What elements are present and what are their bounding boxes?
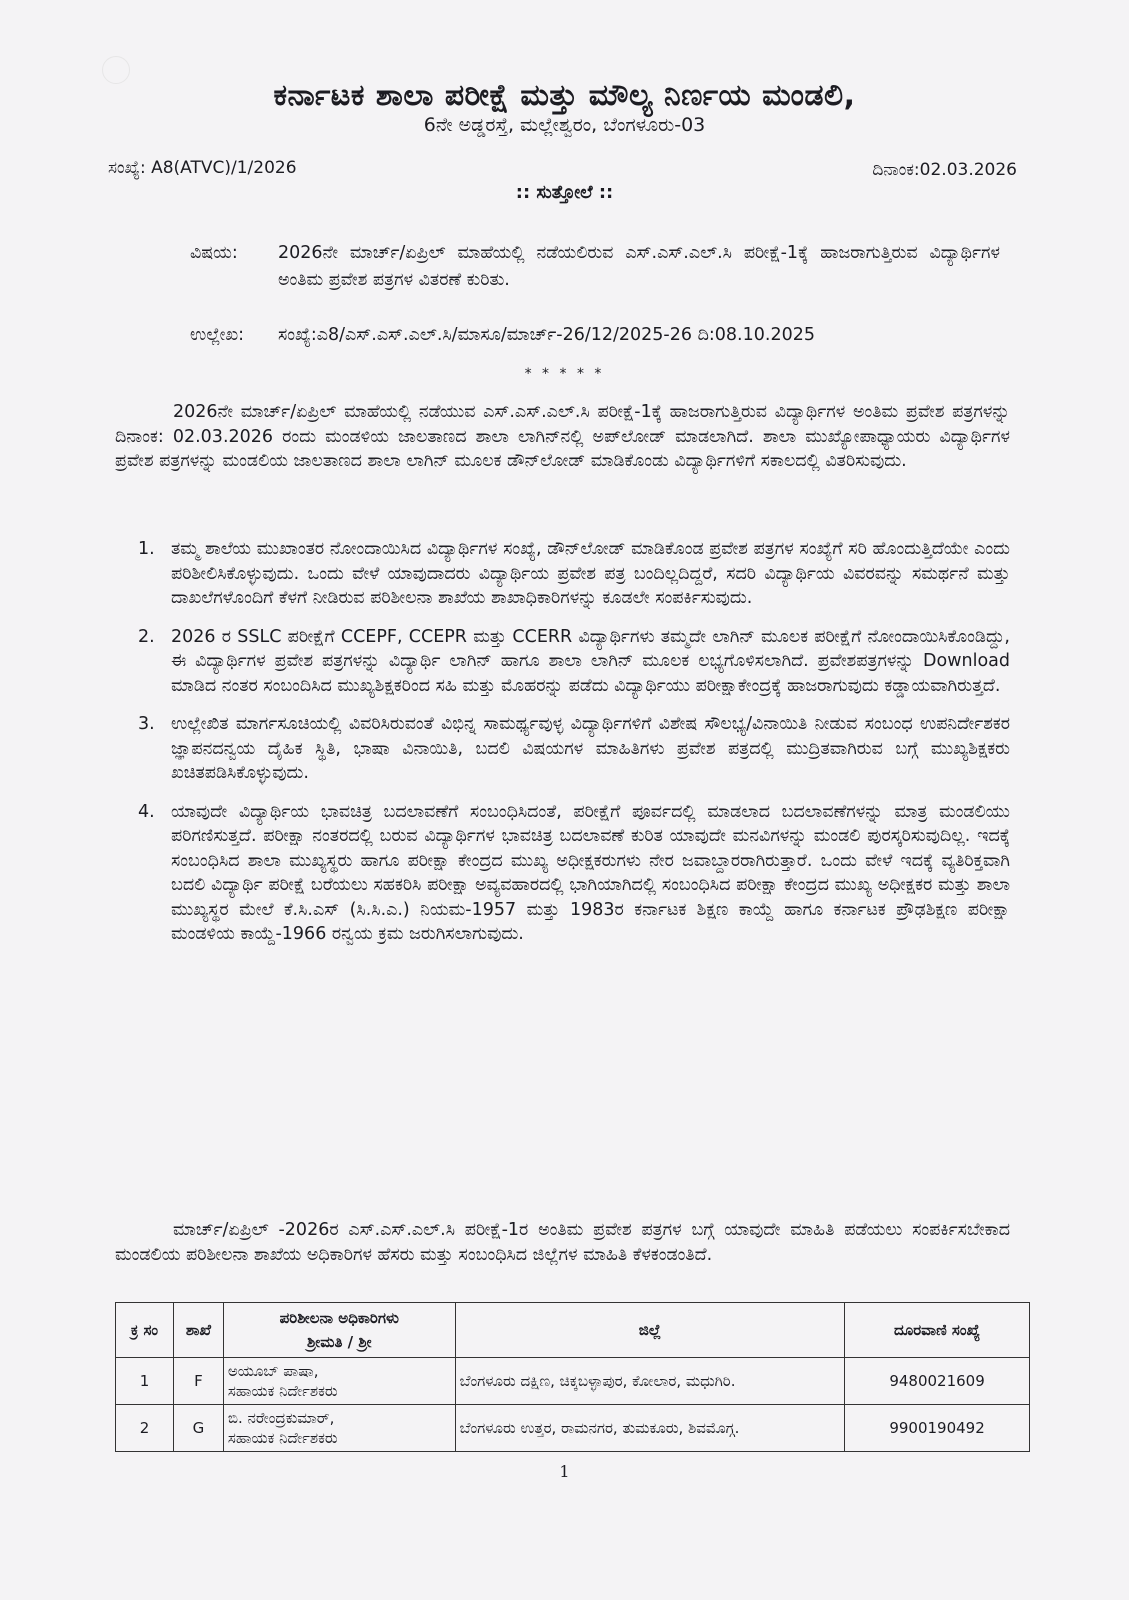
list-item-number: 4. bbox=[138, 801, 155, 822]
header-district: ಜಿಲ್ಲೆ bbox=[455, 1303, 844, 1358]
circular-title: :: ಸುತ್ತೋಲೆ :: bbox=[515, 182, 614, 203]
subject-text: 2026ನೇ ಮಾರ್ಚ್/ಏಪ್ರಿಲ್ ಮಾಹೆಯಲ್ಲಿ ನಡೆಯಲಿರುವ ಎಸ್.ಎಸ್.ಎಲ್.ಸಿ ಪರೀಕ್ಷೆ-1ಕ್ಕೆ ಹಾಜರಾಗುತ್ತಿರುವ ವಿದ್ಯಾರ್ಥಿಗಳ ಅಂತಿಮ ಪ್ರವೇಶ ಪತ್ರಗಳ ವಿತರಣೆ ಕುರಿತು. bbox=[278, 243, 1000, 290]
closing-paragraph: ಮಾರ್ಚ್/ಏಪ್ರಿಲ್ -2026ರ ಎಸ್.ಎಸ್.ಎಲ್.ಸಿ ಪರೀಕ್ಷೆ-1ರ ಅಂತಿಮ ಪ್ರವೇಶ ಪತ್ರಗಳ ಬಗ್ಗೆ ಯಾವುದೇ ಮಾಹಿತಿ ಪಡೆಯಲು ಸಂಪರ್ಕಿಸಬೇಕಾದ ಮಂಡಲಿಯ ಪರಿಶೀಲನಾ ಶಾಖೆಯ ಅಧಿಕಾರಿಗಳ ಹೆಸರು ಮತ್ತು ಸಂಬಂಧಿಸಿದ ಜಿಲ್ಲೆಗಳ ಮಾಹಿತಿ ಕೆಳಕಂಡಂತಿದೆ. bbox=[115, 1220, 1010, 1265]
list-item bbox=[138, 712, 1010, 786]
header-officers-label: ಪರಿಶೀಲನಾ ಅಧಿಕಾರಿಗಳು bbox=[279, 1309, 399, 1327]
subject-label: ವಿಷಯ: bbox=[190, 243, 238, 263]
cell-phone: 9480021609 bbox=[845, 1358, 1030, 1405]
organization-address: 6ನೇ ಅಡ್ಡರಸ್ತೆ, ಮಲ್ಲೇಶ್ವರಂ, ಬೆಂಗಳೂರು-03 bbox=[423, 114, 706, 136]
subject-block bbox=[190, 240, 1000, 294]
officers-table bbox=[115, 1302, 1030, 1452]
table-row bbox=[116, 1405, 1030, 1452]
cell-districts: ಬೆಂಗಳೂರು ದಕ್ಷಿಣ, ಚಿಕ್ಕಬಳ್ಳಾಪುರ, ಕೋಲಾರ, ಮಧುಗಿರಿ. bbox=[455, 1358, 844, 1405]
reference-text: ಸಂಖ್ಯೆ:ಎ8/ಎಸ್.ಎಸ್.ಎಲ್.ಸಿ/ಮಾಸೂ/ಮಾರ್ಚ್-26/12/2025-26 ದಿ:08.10.2025 bbox=[278, 325, 815, 345]
header-phone: ದೂರವಾಣಿ ಸಂಖ್ಯೆ bbox=[845, 1303, 1030, 1358]
document-date: ದಿನಾಂಕ:02.03.2026 bbox=[872, 160, 1017, 180]
list-item-number: 3. bbox=[138, 714, 155, 734]
cell-phone: 9900190492 bbox=[845, 1405, 1030, 1452]
cell-branch: F bbox=[173, 1358, 223, 1405]
list-item bbox=[138, 537, 1010, 611]
officer-designation: ಸಹಾಯಕ ನಿರ್ದೇಶಕರು bbox=[227, 1429, 338, 1447]
cell-branch: G bbox=[173, 1405, 223, 1452]
header-officers-sub: ಶ್ರೀಮತಿ / ಶ್ರೀ bbox=[307, 1333, 372, 1351]
page-number: 1 bbox=[559, 1462, 570, 1481]
list-item-text: ಯಾವುದೇ ವಿದ್ಯಾರ್ಥಿಯ ಭಾವಚಿತ್ರ ಬದಲಾವಣೆಗೆ ಸಂಬಂಧಿಸಿದಂತೆ, ಪರೀಕ್ಷೆಗೆ ಪೂರ್ವದಲ್ಲಿ ಮಾಡಲಾದ ಬದಲಾವಣೆಗಳನ್ನು ಮಾತ್ರ ಮಂಡಲಿಯು ಪರಿಗಣಿಸುತ್ತದೆ. ಪರೀಕ್ಷಾ ನಂತರದಲ್ಲಿ ಬರುವ ವಿದ್ಯಾರ್ಥಿಗಳ ಭಾವಚಿತ್ರ ಬದಲಾವಣೆ ಕುರಿತ ಯಾವುದೇ ಮನವಿಗಳನ್ನು ಮಂಡಲಿ ಪುರಸ್ಕರಿಸುವುದಿಲ್ಲ. ಇದಕ್ಕೆ ಸಂಬಂಧಿಸಿದ ಶಾಲಾ ಮುಖ್ಯಸ್ಥರು ಹಾಗೂ ಪರೀಕ್ಷಾ ಕೇಂದ್ರದ ಮುಖ್ಯ ಅಧೀಕ್ಷಕರುಗಳು ನೇರ ಜವಾಬ್ದಾರರಾಗಿರುತ್ತಾರೆ. ಒಂದು ವೇಳೆ ಇದಕ್ಕೆ ವ್ಯತಿರಿಕ್ತವಾಗಿ ಬದಲಿ ವಿದ್ಯಾರ್ಥಿ ಪರೀಕ್ಷೆ ಬರೆಯಲು ಸಹಕರಿಸಿ ಪರೀಕ್ಷಾ ಅವ್ಯವಹಾರದಲ್ಲಿ ಭಾಗಿಯಾಗಿದಲ್ಲಿ ಸಂಬಂಧಿಸಿದ ಪರೀಕ್ಷಾ ಕೇಂದ್ರದ ಮುಖ್ಯ ಅಧೀಕ್ಷಕರ ಮತ್ತು ಶಾಲಾ ಮುಖ್ಯಸ್ಥರ ಮೇಲೆ ಕೆ.ಸಿ.ಎಸ್ (ಸಿ.ಸಿ.ಎ.) ನಿಯಮ-1957 ಮತ್ತು 1983ರ ಕರ್ನಾಟಕ ಶಿಕ್ಷಣ ಕಾಯ್ದೆ ಹಾಗೂ ಕರ್ನಾಟಕ ಪ್ರೌಢಶಿಕ್ಷಣ ಪರೀಕ್ಷಾ ಮಂಡಳಿಯ ಕಾಯ್ದೆ-1966 ರನ್ವಯ ಕ್ರಮ ಜರುಗಿಸಲಾಗುವುದು. bbox=[171, 801, 1010, 944]
list-item-text: 2026 ರ SSLC ಪರೀಕ್ಷೆಗೆ CCEPF, CCEPR ಮತ್ತು CCERR ವಿದ್ಯಾರ್ಥಿಗಳು ತಮ್ಮದೇ ಲಾಗಿನ್ ಮೂಲಕ ಪರೀಕ್ಷೆಗೆ ನೋಂದಾಯಿಸಿಕೊಂಡಿದ್ದು, ಈ ವಿದ್ಯಾರ್ಥಿಗಳ ಪ್ರವೇಶ ಪತ್ರಗಳನ್ನು ವಿದ್ಯಾರ್ಥಿ ಲಾಗಿನ್ ಹಾಗೂ ಶಾಲಾ ಲಾಗಿನ್ ಮೂಲಕ ಲಭ್ಯಗೊಳಿಸಲಾಗಿದೆ. ಪ್ರವೇಶಪತ್ರಗಳನ್ನು Download ಮಾಡಿದ ನಂತರ ಸಂಬಂದಿಸಿದ ಮುಖ್ಯಶಿಕ್ಷಕರಿಂದ ಸಹಿ ಮತ್ತು ಮೊಹರನ್ನು ಪಡೆದು ವಿದ್ಯಾರ್ಥಿಯು ಪರೀಕ್ಷಾಕೇಂದ್ರಕ್ಕೆ ಹಾಜರಾಗುವುದು ಕಡ್ಡಾಯವಾಗಿರುತ್ತದೆ. bbox=[171, 626, 1010, 696]
reference-number: ಸಂಖ್ಯೆ: A8(ATVC)/1/2026 bbox=[108, 158, 297, 178]
intro-paragraph: 2026ನೇ ಮಾರ್ಚ್/ಏಪ್ರಿಲ್ ಮಾಹೆಯಲ್ಲಿ ನಡೆಯುವ ಎಸ್.ಎಸ್.ಎಲ್.ಸಿ ಪರೀಕ್ಷೆ-1ಕ್ಕೆ ಹಾಜರಾಗುತ್ತಿರುವ ವಿದ್ಯಾರ್ಥಿಗಳ ಅಂತಿಮ ಪ್ರವೇಶ ಪತ್ರಗಳನ್ನು ದಿನಾಂಕ: 02.03.2026 ರಂದು ಮಂಡಳಿಯ ಜಾಲತಾಣದ ಶಾಲಾ ಲಾಗಿನ್‌ನಲ್ಲಿ ಅಪ್‌ಲೋಡ್ ಮಾಡಲಾಗಿದೆ. ಶಾಲಾ ಮುಖ್ಯೋಪಾಧ್ಯಾಯರು ವಿದ್ಯಾರ್ಥಿಗಳ ಪ್ರವೇಶ ಪತ್ರಗಳನ್ನು ಮಂಡಲಿಯ ಜಾಲತಾಣದ ಶಾಲಾ ಲಾಗಿನ್ ಮೂಲಕ ಡೌನ್‌ಲೋಡ್ ಮಾಡಿಕೊಂಡು ವಿದ್ಯಾರ್ಥಿಗಳಿಗೆ ಸಕಾಲದಲ್ಲಿ ವಿತರಿಸುವುದು. bbox=[115, 402, 1010, 471]
reference-label: ಉಲ್ಲೇಖ: bbox=[190, 325, 245, 345]
cell-sl-no: 1 bbox=[116, 1358, 174, 1405]
list-item bbox=[138, 625, 1010, 699]
cell-officer bbox=[223, 1405, 455, 1452]
reference-block bbox=[190, 325, 1000, 345]
list-item-text: ತಮ್ಮ ಶಾಲೆಯ ಮುಖಾಂತರ ನೋಂದಾಯಿಸಿದ ವಿದ್ಯಾರ್ಥಿಗಳ ಸಂಖ್ಯೆ, ಡೌನ್‌ಲೋಡ್ ಮಾಡಿಕೊಂಡ ಪ್ರವೇಶ ಪತ್ರಗಳ ಸಂಖ್ಯೆಗೆ ಸರಿ ಹೊಂದುತ್ತಿದೆಯೇ ಎಂದು ಪರಿಶೀಲಿಸಿಕೊಳ್ಳುವುದು. ಒಂದು ವೇಳೆ ಯಾವುದಾದರು ವಿದ್ಯಾರ್ಥಿಯ ಪ್ರವೇಶ ಪತ್ರ ಬಂದಿಲ್ಲದಿದ್ದರೆ, ಸದರಿ ವಿದ್ಯಾರ್ಥಿಯ ವಿವರವನ್ನು ಸಮರ್ಥನೆ ಮತ್ತು ದಾಖಲೆಗಳೊಂದಿಗೆ ಕೆಳಗೆ ನೀಡಿರುವ ಪರಿಶೀಲನಾ ಶಾಖೆಯ ಶಾಖಾಧಿಕಾರಿಗಳನ್ನು ಕೂಡಲೇ ಸಂಪರ್ಕಿಸುವುದು. bbox=[171, 539, 1010, 608]
organization-title: ಕರ್ನಾಟಕ ಶಾಲಾ ಪರೀಕ್ಷೆ ಮತ್ತು ಮೌಲ್ಯ ನಿರ್ಣಯ ಮಂಡಲಿ, bbox=[273, 78, 856, 113]
list-item-text: ಉಲ್ಲೇಖಿತ ಮಾರ್ಗಸೂಚಿಯಲ್ಲಿ ವಿವರಿಸಿರುವಂತೆ ವಿಭಿನ್ನ ಸಾಮರ್ಥ್ಯವುಳ್ಳ ವಿದ್ಯಾರ್ಥಿಗಳಿಗೆ ವಿಶೇಷ ಸೌಲಭ್ಯ/ವಿನಾಯಿತಿ ನೀಡುವ ಸಂಬಂಧ ಉಪನಿರ್ದೇಶಕರ ಜ್ಞಾಪನದನ್ವಯ ದೈಹಿಕ ಸ್ಥಿತಿ, ಭಾಷಾ ವಿನಾಯಿತಿ, ಬದಲಿ ವಿಷಯಗಳ ಮಾಹಿತಿಗಳು ಪ್ರವೇಶ ಪತ್ರದಲ್ಲಿ ಮುದ್ರಿತವಾಗಿರುವ ಬಗ್ಗೆ ಮುಖ್ಯಶಿಕ್ಷಕರು ಖಚಿತಪಡಿಸಿಕೊಳ್ಳುವುದು. bbox=[171, 714, 1010, 783]
separator: * * * * * bbox=[524, 366, 605, 382]
header-officers bbox=[223, 1303, 455, 1358]
officer-name: ಅಯೂಬ್ ಪಾಷಾ, bbox=[227, 1362, 319, 1380]
cell-districts: ಬೆಂಗಳೂರು ಉತ್ತರ, ರಾಮನಗರ, ತುಮಕೂರು, ಶಿವಮೊಗ್ಗ. bbox=[455, 1405, 844, 1452]
list-item-number: 1. bbox=[138, 539, 155, 559]
list-item-number: 2. bbox=[138, 626, 155, 647]
table-header-row bbox=[116, 1303, 1030, 1358]
table-row bbox=[116, 1358, 1030, 1405]
header-branch: ಶಾಖೆ bbox=[173, 1303, 223, 1358]
list-item bbox=[138, 800, 1010, 947]
instruction-list bbox=[138, 537, 1010, 961]
officer-designation: ಸಹಾಯಕ ನಿರ್ದೇಶಕರು bbox=[227, 1382, 338, 1400]
officer-name: ಬಿ. ನರೇಂದ್ರಕುಮಾರ್, bbox=[227, 1409, 335, 1427]
header-sl-no: ಕ್ರ ಸಂ bbox=[116, 1303, 174, 1358]
cell-officer bbox=[223, 1358, 455, 1405]
cell-sl-no: 2 bbox=[116, 1405, 174, 1452]
